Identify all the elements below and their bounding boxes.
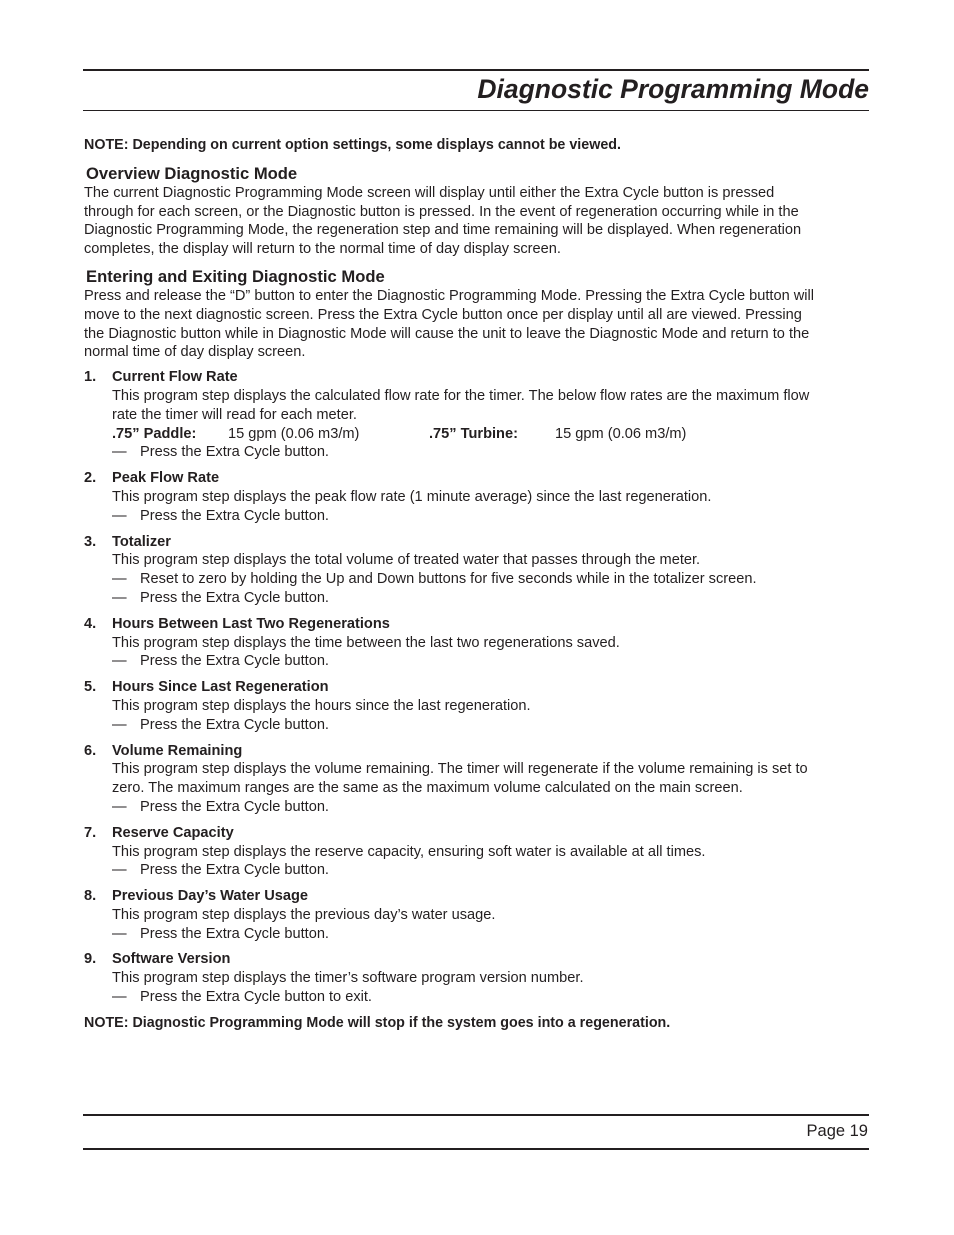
paddle-value: 15 gpm (0.06 m3/m) — [228, 425, 360, 442]
list-item — [84, 469, 870, 525]
item-number: 3. — [84, 533, 97, 550]
section-body — [84, 184, 870, 259]
em-dash: — — [112, 589, 127, 606]
item-number: 5. — [84, 679, 97, 696]
item-line: This program step displays the total volume of treated water that passes through the meter. — [112, 552, 701, 569]
note-bottom: NOTE: Diagnostic Programming Mode will stop if the system goes into a regeneration. — [84, 1014, 671, 1031]
list-item — [84, 678, 870, 734]
header-rule-top — [83, 69, 869, 71]
bullet-text: Press the Extra Cycle button. — [140, 653, 329, 670]
bullet-text: Press the Extra Cycle button to exit. — [140, 989, 372, 1006]
list-item — [84, 887, 870, 943]
item-line: This program step displays the reserve capacity, ensuring soft water is available at all times. — [112, 843, 706, 860]
item-number: 7. — [84, 824, 97, 841]
item-number: 1. — [84, 369, 97, 386]
flow-rates-row — [112, 425, 870, 444]
paddle-label: .75” Paddle: — [112, 425, 197, 442]
bullet-line — [112, 570, 870, 589]
item-title: Peak Flow Rate — [112, 470, 220, 487]
item-number: 4. — [84, 615, 97, 632]
bullet-line — [112, 861, 870, 880]
section-heading: Entering and Exiting Diagnostic Mode — [86, 266, 385, 286]
bullet-text: Press the Extra Cycle button. — [140, 798, 329, 815]
header-rule-bottom — [83, 110, 869, 111]
bullet-text: Press the Extra Cycle button. — [140, 862, 329, 879]
list-item — [84, 950, 870, 1006]
em-dash: — — [112, 716, 127, 733]
item-number: 8. — [84, 888, 97, 905]
section-overview — [84, 164, 870, 259]
bullet-line — [112, 798, 870, 817]
diagnostic-steps-list — [84, 368, 870, 1007]
bullet-line — [112, 925, 870, 944]
section-body — [84, 287, 870, 362]
em-dash: — — [112, 507, 127, 524]
footer-rule-bottom — [83, 1148, 869, 1150]
item-title: Hours Between Last Two Regenerations — [112, 615, 390, 632]
note-top: NOTE: Depending on current option settings, some displays cannot be viewed. — [84, 137, 621, 153]
body-line: through for each screen, or the Diagnostic button is pressed. In the event of regeneration occurring while in the — [84, 203, 799, 220]
item-title: Previous Day’s Water Usage — [112, 888, 309, 905]
em-dash: — — [112, 925, 127, 942]
item-line: This program step displays the previous day’s water usage. — [112, 906, 496, 923]
em-dash: — — [112, 862, 127, 879]
em-dash: — — [112, 798, 127, 815]
em-dash: — — [112, 653, 127, 670]
turbine-label: .75” Turbine: — [429, 425, 518, 442]
bullet-text: Reset to zero by holding the Up and Down buttons for five seconds while in the totalizer screen. — [140, 571, 757, 588]
body-line: move to the next diagnostic screen. Press the Extra Cycle button once per display until all are viewed. Pressing — [84, 306, 802, 323]
bullet-line — [112, 443, 870, 462]
list-item — [84, 533, 870, 608]
item-title: Reserve Capacity — [112, 824, 234, 841]
item-number: 9. — [84, 951, 97, 968]
item-line: This program step displays the calculated flow rate for the timer. The below flow rates are the maximum flow — [112, 387, 810, 404]
item-line: This program step displays the volume remaining. The timer will regenerate if the volume remaining is set to — [112, 761, 808, 778]
bullet-text: Press the Extra Cycle button. — [140, 507, 329, 524]
page-number: Page 19 — [806, 1122, 868, 1140]
em-dash: — — [112, 444, 127, 461]
body-line: Diagnostic Programming Mode, the regeneration step and time remaining will be displayed. When regeneration — [84, 222, 802, 239]
item-title: Software Version — [112, 951, 231, 968]
page-content — [84, 136, 870, 1033]
item-line: This program step displays the hours since the last regeneration. — [112, 697, 531, 714]
footer-rule-top — [83, 1114, 869, 1116]
em-dash: — — [112, 571, 127, 588]
bullet-line — [112, 652, 870, 671]
body-line: Press and release the “D” button to enter the Diagnostic Programming Mode. Pressing the Extra Cycle button will — [84, 287, 815, 304]
list-item — [84, 368, 870, 462]
page-title: Diagnostic Programming Mode — [477, 74, 869, 104]
item-number: 6. — [84, 742, 97, 759]
item-number: 2. — [84, 470, 97, 487]
em-dash: — — [112, 989, 127, 1006]
bullet-line — [112, 507, 870, 526]
section-heading: Overview Diagnostic Mode — [86, 163, 298, 183]
item-title: Volume Remaining — [112, 742, 243, 759]
item-line: This program step displays the timer’s software program version number. — [112, 970, 584, 987]
bullet-text: Press the Extra Cycle button. — [140, 716, 329, 733]
section-entering-exiting — [84, 267, 870, 362]
list-item — [84, 615, 870, 671]
item-line: zero. The maximum ranges are the same as the maximum volume calculated on the main screen. — [112, 780, 743, 797]
bullet-line — [112, 988, 870, 1007]
bullet-text: Press the Extra Cycle button. — [140, 925, 329, 942]
bullet-text: Press the Extra Cycle button. — [140, 444, 329, 461]
list-item — [84, 824, 870, 880]
item-title: Hours Since Last Regeneration — [112, 679, 329, 696]
body-line: The current Diagnostic Programming Mode screen will display until either the Extra Cycle button is pressed — [84, 184, 775, 201]
list-item — [84, 742, 870, 817]
turbine-value: 15 gpm (0.06 m3/m) — [555, 425, 687, 442]
item-line: rate the timer will read for each meter. — [112, 406, 357, 423]
body-line: completes, the display will return to the normal time of day display screen. — [84, 241, 561, 258]
item-title: Totalizer — [112, 533, 171, 550]
body-line: normal time of day display screen. — [84, 344, 306, 361]
body-line: the Diagnostic button while in Diagnostic Mode will cause the unit to leave the Diagnostic Mode and return to the — [84, 325, 810, 342]
item-line: This program step displays the peak flow rate (1 minute average) since the last regeneration. — [112, 488, 712, 505]
item-title: Current Flow Rate — [112, 369, 238, 386]
bullet-text: Press the Extra Cycle button. — [140, 589, 329, 606]
bullet-line — [112, 589, 870, 608]
bullet-line — [112, 716, 870, 735]
item-line: This program step displays the time between the last two regenerations saved. — [112, 634, 620, 651]
